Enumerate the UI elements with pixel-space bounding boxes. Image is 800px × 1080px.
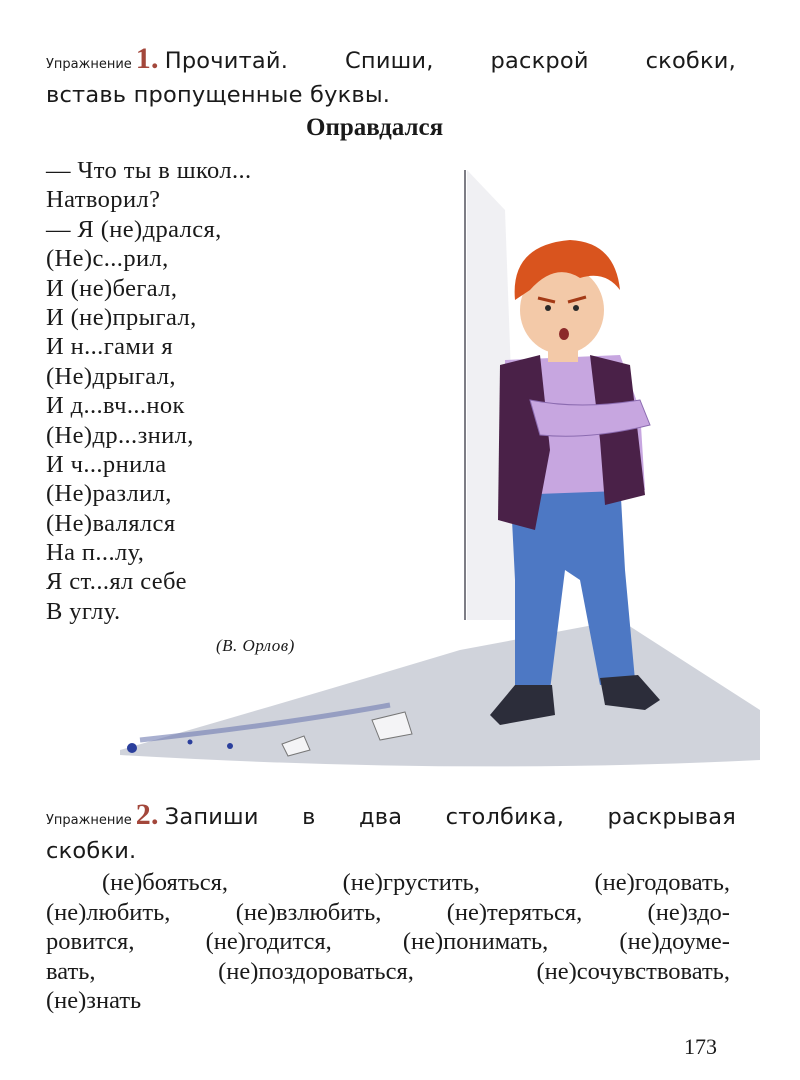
instruction-word: раскрывая	[607, 804, 736, 830]
word-item: (не)бояться,	[102, 869, 228, 896]
exercise-2-line-2: скобки.	[46, 838, 137, 864]
word-item: (не)грустить,	[342, 869, 480, 896]
word-item: (не)любить,	[46, 898, 171, 926]
poem-line: И д...вч...нок	[46, 392, 185, 420]
floor	[120, 620, 760, 766]
word-item: (не)годовать,	[594, 869, 730, 896]
right-eye	[573, 305, 579, 311]
exercise-number: 2.	[135, 798, 159, 831]
ink-drop	[127, 743, 137, 753]
ink-drop	[227, 743, 233, 749]
poem-line: И (не)прыгал,	[46, 303, 197, 331]
word-item: (не)поздороваться,	[218, 957, 414, 985]
word-item: (не)сочувствовать,	[536, 957, 730, 985]
exercise-1-heading	[46, 44, 736, 110]
exercise-1-line-1	[46, 44, 736, 80]
word-item: (не)теряться,	[446, 898, 583, 926]
poem-line: (Не)валялся	[46, 509, 176, 537]
word-line	[46, 898, 730, 928]
page-number: 173	[684, 1034, 717, 1059]
poem-line: В углу.	[46, 597, 121, 625]
word-item: (не)понимать,	[402, 928, 549, 956]
instruction-word: раскрой	[490, 48, 589, 74]
exercise-1-line-2: вставь пропущенные буквы.	[46, 82, 391, 108]
instruction-word: Прочитай.	[164, 48, 289, 74]
word-item: (не)взлюбить,	[235, 898, 382, 926]
word-list	[46, 868, 730, 1016]
poem-line: И (не)бегал,	[46, 274, 178, 302]
word-line	[46, 868, 730, 898]
mouth	[559, 328, 569, 340]
word-line	[46, 927, 730, 957]
instruction-word: в	[302, 804, 316, 830]
word-item: (не)годится,	[205, 928, 332, 956]
poem-line: Я ст...ял себе	[46, 568, 187, 596]
poem-line: — Я (не)дрался,	[46, 215, 222, 243]
word-line	[46, 986, 730, 1016]
poem-title: Оправдался	[306, 114, 444, 141]
word-item: ровится,	[46, 928, 135, 956]
instruction-word: Запиши	[164, 804, 259, 830]
poem-line: (Не)др...знил,	[46, 421, 194, 449]
exercise-word: Упражнение	[46, 57, 132, 72]
poem-line: И н...гами я	[46, 333, 174, 361]
boy-illustration	[60, 150, 760, 790]
instruction-word: Спиши,	[345, 48, 434, 74]
word-item: (не)здо-	[647, 898, 730, 926]
word-item: (не)доуме-	[619, 928, 730, 956]
ink-drop	[188, 740, 193, 745]
instruction-word: столбика,	[445, 804, 565, 830]
exercise-2-heading	[46, 800, 736, 866]
poem-line: (Не)дрыгал,	[46, 362, 176, 390]
word-item: (не)знать	[46, 987, 142, 1015]
left-eye	[545, 305, 551, 311]
instruction-word: скобки,	[645, 48, 736, 74]
exercise-number: 1.	[135, 42, 159, 75]
poem-line: И ч...рнила	[46, 450, 167, 478]
poem-line: (Не)разлил,	[46, 480, 172, 508]
instruction-word: два	[358, 804, 403, 830]
poem-line: Натворил?	[46, 186, 161, 214]
exercise-2-label	[46, 800, 259, 836]
poem-author: (В. Орлов)	[216, 636, 295, 655]
exercise-1-label	[46, 44, 288, 80]
poem-line: На п...лу,	[46, 539, 145, 567]
word-line	[46, 957, 730, 987]
poem-line: (Не)с...рил,	[46, 245, 169, 273]
word-item: вать,	[46, 957, 96, 985]
exercise-2-line-1	[46, 800, 736, 836]
exercise-word: Упражнение	[46, 813, 132, 828]
poem-line: — Что ты в школ...	[46, 157, 252, 184]
